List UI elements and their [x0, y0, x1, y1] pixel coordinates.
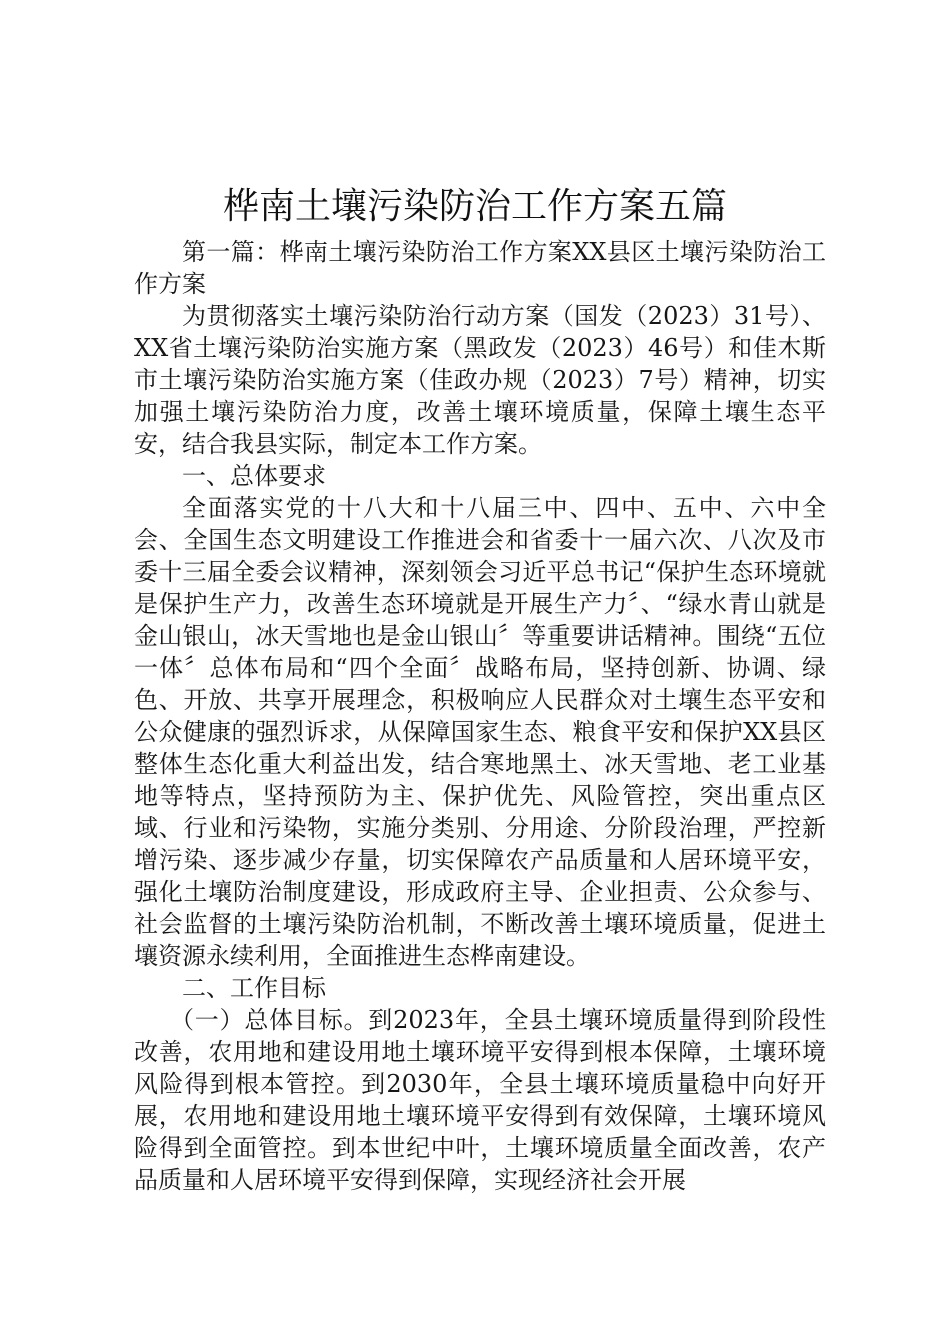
- paragraph-section-title: 第一篇：桦南土壤污染防治工作方案XX县区土壤污染防治工作方案: [134, 238, 826, 298]
- paragraph-general-requirements: 全面落实党的十八大和十八届三中、四中、五中、六中全会、全国生态文明建设工作推进会和省委十一届六次、八次及市委十三届全委会议精神，深刻领会习近平总书记“保护生态环境就是保护生产力，改善生态环境就是开展生产力〞、“绿水青山就是金山银山，冰天雪地也是金山银山〞等重要讲话精神。围绕“五位一体〞总体布局和“四个全面〞战略布局，坚持创新、协调、绿色、开放、共享开展理念，积极响应人民群众对土壤生态平安和公众健康的强烈诉求，从保障国家生态、粮食平安和保护XX县区整体生态化重大利益出发，结合寒地黑土、冰天雪地、老工业基地等特点，坚持预防为主、保护优先、风险管控，突出重点区域、行业和污染物，实施分类别、分用途、分阶段治理，严控新增污染、逐步减少存量，切实保障农产品质量和人居环境平安，强化土壤防治制度建设，形成政府主导、企业担责、公众参与、社会监督的土壤污染防治机制，不断改善土壤环境质量，促进土壤资源永续利用，全面推进生态桦南建设。: [134, 494, 826, 970]
- heading-general-requirements: 一、总体要求: [182, 462, 326, 490]
- paragraph-intro: 为贯彻落实土壤污染防治行动方案（国发（2023）31号）、XX省土壤污染防治实施方案（黑政发（2023）46号）和佳木斯市土壤污染防治实施方案（佳政办规（2023）7号）精神，切实加强土壤污染防治力度，改善土壤环境质量，保障土壤生态平安，结合我县实际，制定本工作方案。: [134, 302, 826, 458]
- document-body: [134, 236, 826, 1196]
- paragraph-overall-goal: （一）总体目标。到2023年，全县土壤环境质量得到阶段性改善，农用地和建设用地土壤环境平安得到根本保障，土壤环境风险得到根本管控。到2030年，全县土壤环境质量稳中向好开展，农用地和建设用地土壤环境平安得到有效保障，土壤环境风险得到全面管控。到本世纪中叶，土壤环境质量全面改善，农产品质量和人居环境平安得到保障，实现经济社会开展: [134, 1006, 826, 1194]
- heading-work-goals: 二、工作目标: [182, 974, 326, 1002]
- document-title: 桦南土壤污染防治工作方案五篇: [222, 186, 727, 227]
